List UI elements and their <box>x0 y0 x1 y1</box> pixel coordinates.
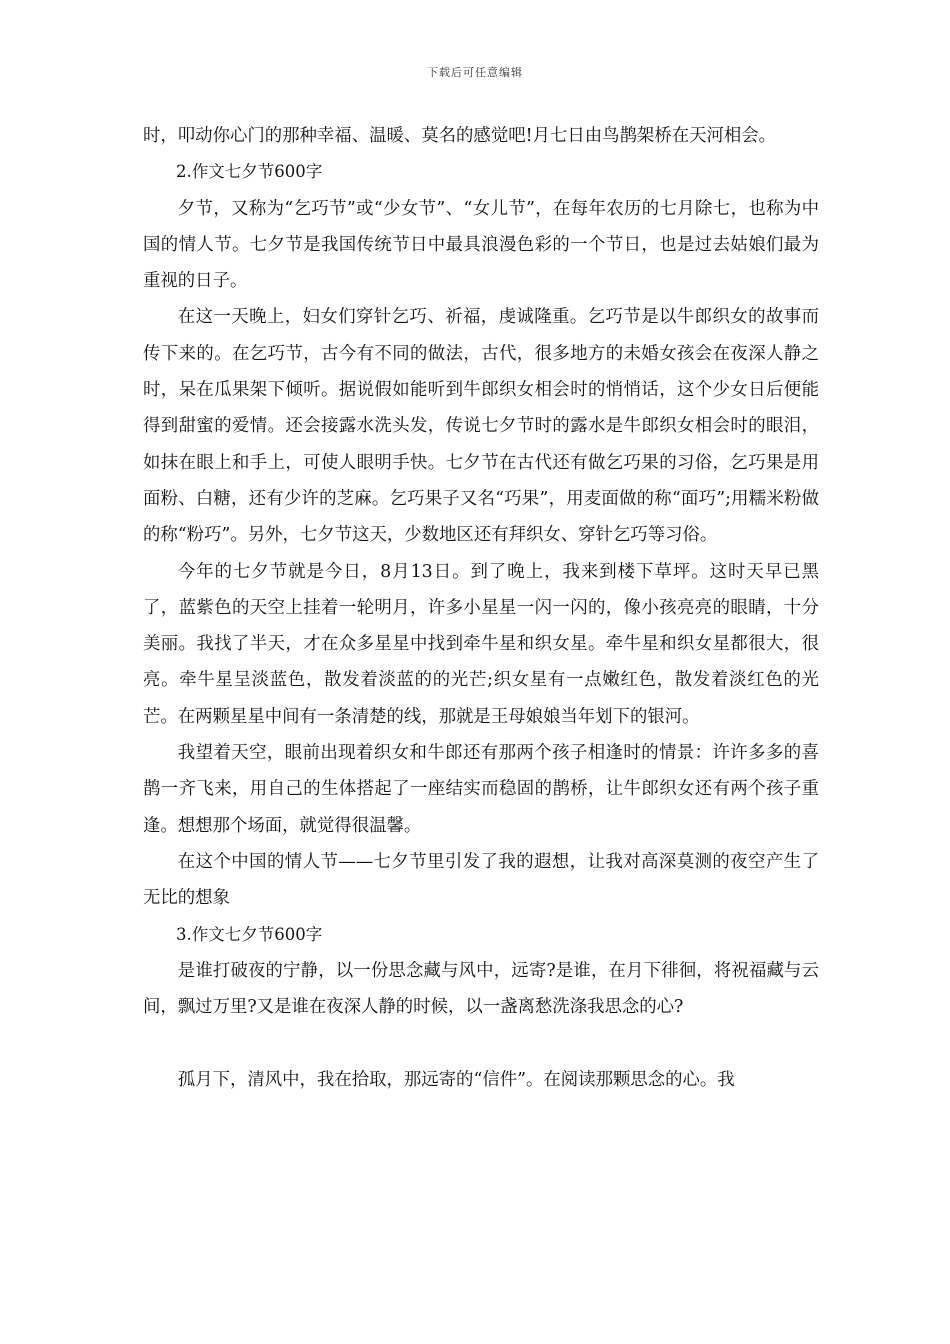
paragraph: 孤月下，清风中，我在拾取，那远寄的“信件”。在阅读那颗思念的心。我 <box>177 1069 735 1090</box>
page-header: 下载后可任意编辑 <box>427 66 523 79</box>
blank-line <box>143 1025 819 1061</box>
document-body <box>143 118 819 1098</box>
section-heading: 3.作文七夕节600字 <box>176 924 323 944</box>
paragraph: 在这一天晚上，妇女们穿针乞巧、祈福，虔诚隆重。乞巧节是以牛郎织女的故事而传下来的。在乞巧节，古今有不同的做法，古代，很多地方的未婚女孩会在夜深人静之时，呆在瓜果架下倾听。据说假如能听到牛郎织女相会时的悄悄话，这个少女日后便能得到甜蜜的爱情。还会接露水洗头发，传说七夕节时的露水是牛郎织女相会时的眼泪，如抹在眼上和手上，可使人眼明手快。七夕节在古代还有做乞巧果的习俗，乞巧果是用面粉、白糖，还有少许的芝麻。乞巧果子又名“巧果”，用麦面做的称“面巧”;用糯米粉做的称“粉巧”。另外，七夕节这天，少数地区还有拜织女、穿针乞巧等习俗。 <box>143 307 819 546</box>
section-heading: 2.作文七夕节600字 <box>176 162 323 182</box>
paragraph: 夕节，又称为“乞巧节”或“少女节”、“女儿节”，在每年农历的七月除七，也称为中国的情人节。七夕节是我国传统节日中最具浪漫色彩的一个节日，也是过去姑娘们最为重视的日子。 <box>143 198 819 292</box>
paragraph: 是谁打破夜的宁静，以一份思念藏与风中，远寄?是谁，在月下徘徊，将祝福藏与云间，飘过万里?又是谁在夜深人静的时候，以一盏离愁洗涤我思念的心? <box>143 960 819 1018</box>
paragraph: 我望着天空，眼前出现着织女和牛郎还有那两个孩子相逢时的情景：许许多多的喜鹊一齐飞来，用自己的生体搭起了一座结实而稳固的鹊桥，让牛郎织女还有两个孩子重逢。想想那个场面，就觉得很温馨。 <box>143 743 819 836</box>
paragraph: 今年的七夕节就是今日，8月13日。到了晚上，我来到楼下草坪。这时天早已黑了，蓝紫色的天空上挂着一轮明月，许多小星星一闪一闪的，像小孩亮亮的眼睛，十分美丽。我找了半天，才在众多星星中找到牵牛星和织女星。牵牛星和织女星都很大，很亮。牵牛星呈淡蓝色，散发着淡蓝的的光芒;织女星有一点嫩红色，散发着淡红色的光芒。在两颗星星中间有一条清楚的线，那就是王母娘娘当年划下的银河。 <box>143 561 819 727</box>
paragraph: 在这个中国的情人节——七夕节里引发了我的遐想，让我对高深莫测的夜空产生了无比的想象 <box>143 851 819 909</box>
paragraph: 时，叩动你心门的那种幸福、温暖、莫名的感觉吧!月七日由鸟鹊架桥在天河相会。 <box>143 126 777 146</box>
